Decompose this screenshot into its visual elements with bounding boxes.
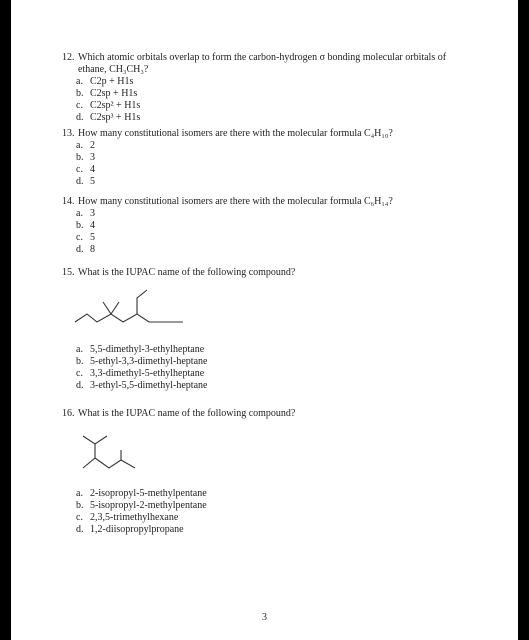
option-b bbox=[76, 152, 472, 164]
option-d bbox=[76, 244, 472, 256]
question-14 bbox=[62, 196, 472, 256]
question-number: 13. bbox=[62, 128, 75, 139]
option-letter: b. bbox=[76, 152, 84, 163]
question-text: How many constitutional isomers are there with the molecular formula C₆H₁₄? bbox=[78, 196, 393, 207]
option-text: 8 bbox=[90, 244, 95, 255]
option-letter: b. bbox=[76, 500, 84, 511]
question-number: 12. bbox=[62, 52, 75, 63]
ethyl-bond bbox=[137, 290, 147, 314]
option-list bbox=[62, 344, 472, 392]
option-b bbox=[76, 220, 472, 232]
option-text: 3-ethyl-5,5-dimethyl-heptane bbox=[90, 380, 208, 391]
page-number: 3 bbox=[262, 612, 267, 623]
question-text: What is the IUPAC name of the following compound? bbox=[78, 408, 296, 419]
question-stem bbox=[62, 196, 472, 208]
isopropyl-bond bbox=[83, 436, 107, 444]
option-text: C2sp + H1s bbox=[90, 88, 138, 99]
question-16-options bbox=[62, 488, 472, 536]
question-15-options bbox=[62, 344, 472, 392]
option-text: 5 bbox=[90, 176, 95, 187]
question-number: 14. bbox=[62, 196, 75, 207]
option-text: C2p + H1s bbox=[90, 76, 134, 87]
option-letter: c. bbox=[76, 368, 83, 379]
option-a bbox=[76, 140, 472, 152]
option-b bbox=[76, 500, 472, 512]
skeletal-formula bbox=[73, 286, 193, 334]
option-c bbox=[76, 100, 472, 112]
option-d bbox=[76, 176, 472, 188]
option-letter: a. bbox=[76, 76, 83, 87]
option-text: 4 bbox=[90, 164, 95, 175]
option-d bbox=[76, 380, 472, 392]
skeletal-structure-q15 bbox=[73, 286, 193, 338]
question-13 bbox=[62, 128, 472, 188]
main-chain-bond bbox=[95, 458, 121, 468]
option-text: 4 bbox=[90, 220, 95, 231]
methyl-bond bbox=[111, 302, 119, 314]
option-text: 5-ethyl-3,3-dimethyl-heptane bbox=[90, 356, 208, 367]
option-letter: d. bbox=[76, 176, 84, 187]
skeletal-formula bbox=[75, 428, 155, 476]
question-stem bbox=[62, 52, 472, 76]
option-c bbox=[76, 232, 472, 244]
question-stem bbox=[62, 128, 472, 140]
main-chain-bond bbox=[75, 314, 183, 322]
option-list bbox=[62, 140, 472, 188]
option-text: 3,3-dimethyl-5-ethylheptane bbox=[90, 368, 205, 379]
option-c bbox=[76, 164, 472, 176]
question-stem bbox=[62, 267, 472, 279]
option-list bbox=[62, 76, 472, 124]
option-letter: a. bbox=[76, 488, 83, 499]
option-b bbox=[76, 88, 472, 100]
option-letter: c. bbox=[76, 100, 83, 111]
option-a bbox=[76, 76, 472, 88]
option-list bbox=[62, 208, 472, 256]
option-text: C2sp² + H1s bbox=[90, 100, 141, 111]
option-b bbox=[76, 356, 472, 368]
option-text: 2 bbox=[90, 140, 95, 151]
option-c bbox=[76, 512, 472, 524]
option-text: 1,2-diisopropylpropane bbox=[90, 524, 184, 535]
option-text: 2-isopropyl-5-methylpentane bbox=[90, 488, 207, 499]
option-letter: b. bbox=[76, 220, 84, 231]
option-text: C2sp³ + H1s bbox=[90, 112, 141, 123]
option-text: 5-isopropyl-2-methylpentane bbox=[90, 500, 207, 511]
isopropyl-bond bbox=[121, 460, 135, 468]
option-a bbox=[76, 208, 472, 220]
option-text: 2,3,5-trimethylhexane bbox=[90, 512, 179, 523]
option-d bbox=[76, 112, 472, 124]
option-letter: d. bbox=[76, 380, 84, 391]
option-letter: d. bbox=[76, 112, 84, 123]
question-15 bbox=[62, 267, 472, 279]
question-text: Which atomic orbitals overlap to form the carbon-hydrogen σ bonding molecular orbitals of ethane, CH₃CH₃? bbox=[78, 52, 447, 75]
option-letter: a. bbox=[76, 208, 83, 219]
option-letter: a. bbox=[76, 344, 83, 355]
option-text: 3 bbox=[90, 152, 95, 163]
option-list bbox=[62, 488, 472, 536]
option-letter: b. bbox=[76, 356, 84, 367]
question-text: What is the IUPAC name of the following compound? bbox=[78, 267, 296, 278]
question-16 bbox=[62, 408, 472, 420]
option-a bbox=[76, 488, 472, 500]
option-letter: a. bbox=[76, 140, 83, 151]
main-chain-bond bbox=[83, 444, 95, 468]
option-letter: c. bbox=[76, 164, 83, 175]
question-number: 16. bbox=[62, 408, 75, 419]
option-a bbox=[76, 344, 472, 356]
question-stem bbox=[62, 408, 472, 420]
option-letter: c. bbox=[76, 512, 83, 523]
question-number: 15. bbox=[62, 267, 75, 278]
option-d bbox=[76, 524, 472, 536]
question-text: How many constitutional isomers are there with the molecular formula C₄H₁₀? bbox=[78, 128, 393, 139]
option-text: 3 bbox=[90, 208, 95, 219]
skeletal-structure-q16 bbox=[75, 428, 155, 480]
option-c bbox=[76, 368, 472, 380]
question-12 bbox=[62, 52, 472, 124]
option-letter: d. bbox=[76, 244, 84, 255]
methyl-bond bbox=[103, 302, 111, 314]
option-letter: c. bbox=[76, 232, 83, 243]
option-text: 5 bbox=[90, 232, 95, 243]
option-letter: b. bbox=[76, 88, 84, 99]
option-text: 5,5-dimethyl-3-ethylheptane bbox=[90, 344, 205, 355]
option-letter: d. bbox=[76, 524, 84, 535]
document-page bbox=[11, 0, 518, 640]
